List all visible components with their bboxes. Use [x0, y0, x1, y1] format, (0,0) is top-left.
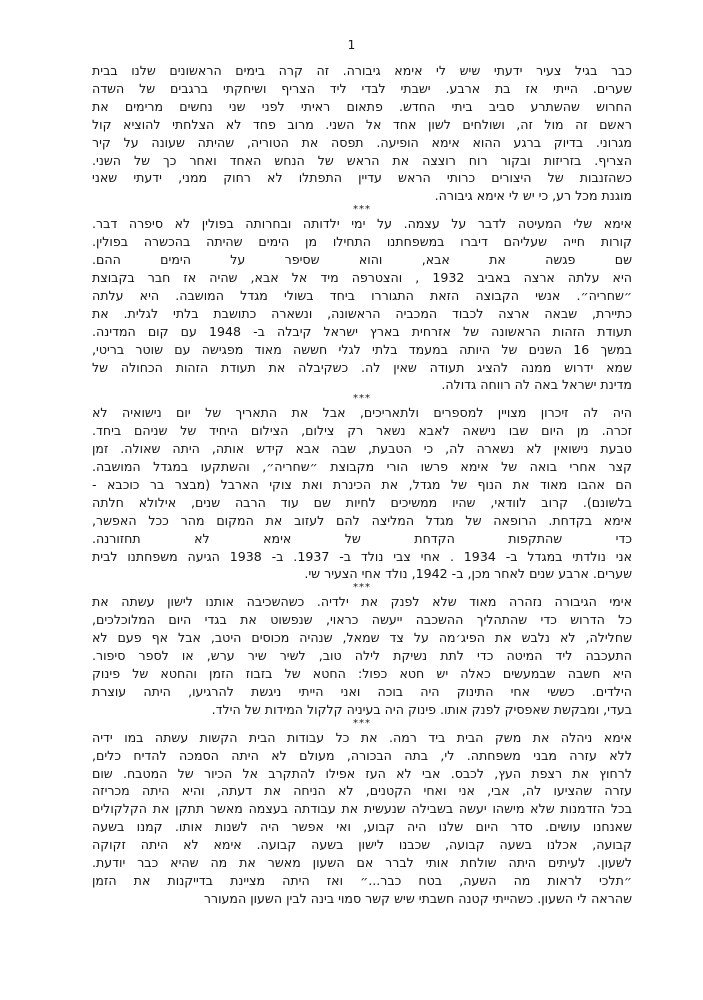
- text-line: שאנחנו עושים. סדר היום שלנו היה קבוע, ואי אפשר היה לשנות אותו. קמנו בשעה: [92, 819, 632, 835]
- text-line: מדינת ישראל באה לה רווחה גדולה.: [441, 377, 632, 393]
- section-separator: ***: [353, 393, 371, 405]
- text-line: כתיירת, שבאה ארצה לכבוד המכביה הראשונה, ונשארה כתושבת בלתי לגלית. את: [92, 305, 632, 321]
- section-separator: ***: [353, 717, 371, 729]
- text-line: שערים. ארבע שנים לאחר מכן, ב- 1942, נולד אחי הצעיר שי.: [304, 566, 632, 582]
- text-line: זכרה. מן היום שבו נישאה לאבא נשאר רק צילום, הצילום היחיד של שניהם ביחד.: [92, 423, 632, 439]
- text-line: קבועה, אכלנו בשעה קבועה, שכבנו לישון בשעה קבועה. אימא לא היתה זקוקה: [92, 837, 632, 853]
- paragraph: [92, 62, 632, 205]
- text-line: קורות חייה שעליהם דיברו במשפחתנו התחילו מן הימים שהיתה בהכשרה בפולין.: [92, 234, 632, 250]
- text-line: הצריף. בזריזות ובקור רוח רוצצה את הראש של הנחש האחד ואחר כך של השני.: [92, 152, 632, 168]
- text-line: הם אהבו מאוד את הנוף של מגדל, את הכינרת ואת צוקי הארבל (מבצר בר כוכבא -: [92, 476, 632, 492]
- paragraph: [92, 215, 632, 394]
- text-line: ״תלכי לראות מה השעה, בטח כבר...״ ואז היתה מציינת בדייקנות את הזמן: [92, 872, 632, 888]
- text-line: שהראה לי השעון. כשהייתי קטנה חשבתי שיש קשר סמוי בינה לבין השעון המעורר: [203, 890, 632, 906]
- page-number: 1: [347, 38, 356, 52]
- text-line: היא חשבה שבמעשים כאלה יש חטא כפול: החטא של בזבוז הזמן והחטא של פינוק: [92, 666, 632, 681]
- section-separator: ***: [353, 582, 371, 594]
- text-line: ״שחריה״. אנשי הקבוצה הזאת התגוררו ביחד בשולי מגדל המושבה. היא עלתה: [92, 287, 632, 303]
- text-line: שם פגשה את אבא, והוא שסיפר על הימים ההם.: [92, 252, 632, 268]
- text-line: מגרוני. בדיוק ברגע ההוא אימא הופיעה. תפסה את הטוריה, שהיתה שעונה על קיר: [92, 134, 632, 150]
- section-separator: ***: [353, 204, 371, 216]
- text-line: אימא ניהלה את משק הבית ביד רמה. את כל עבודות הבית הקשות עשתה במו ידיה: [92, 729, 632, 745]
- text-line: כשהזנבות של היצורים כרותי הראש עדיין התפתלו לא רחוק ממני, ידעתי שאני: [92, 170, 632, 186]
- text-line: שחלילה, לא נלבש את הפיג׳מה על צד שמאל, שנהיה מכוסים היטב, אבל אף פעם לא: [92, 630, 632, 646]
- text-line: כבר בגיל צעיר ידעתי שיש לי אימא גיבורה. זה קרה בימים הראשונים שלנו בבית: [92, 63, 632, 78]
- paragraph: [92, 593, 632, 718]
- text-line: כל הדרוש כדי שהתהליך ההשכבה ייעשה כראוי, שנפשוט את בגדי היום המלוכלכים,: [92, 612, 632, 628]
- text-line: לרחוץ את רצפת העץ, לכבס. אבי לא העז אפילו להתקרב אל הכיור של המטבח. שום: [92, 765, 632, 781]
- text-line: מוגנת מכל רע, כי יש לי אימא גיבורה.: [434, 188, 632, 204]
- text-line: עזרה שהציעו לה, אבי, אני ואחי הקטנים, לא הניחה את דעתה, והיא היתה מכריזה: [92, 783, 632, 799]
- text-line: שערים. הייתי אז בת ארבע. ישבתי לבדי ליד הצריף ושיחקתי ברגבים של השדה: [92, 80, 632, 96]
- text-line: תעודת הזהות הראשונה של אזרחית בארץ ישראל קיבלה ב- 1948 עם קום המדינה.: [92, 323, 632, 339]
- text-line: התעכבה ליד המיטה כדי לתת נשיקת לילה טוב, לשיר שיר ערש, או לספר סיפור.: [92, 648, 632, 664]
- text-line: בעדי, ומבקשת שאפסיק לפנק אותו. פינוק היה בעיניה קלקול המידות של הילד.: [211, 701, 632, 717]
- text-line: לשעון. לעיתים היתה שולחת אותי לברר אם השעון מאשר את מה שהיא כבר יודעת.: [92, 855, 632, 871]
- text-line: החרוש שהשתרע סביב ביתי החדש. פתאום ראיתי לפני שני נחשים מרימים את: [92, 98, 632, 114]
- text-line: קצר אחרי בואה של אימא פרשו הורי מקבוצת ״שחריה״, והשתקעו במגדל המושבה.: [92, 459, 632, 475]
- text-line: במשך 16 השנים של היותה במעמד בלתי לגלי חששה מאוד מפגישה עם שוטר בריטי,: [92, 341, 632, 357]
- text-line: ללא עזרה מבני משפחתה. לי, בתה הבכורה, מעולם לא היתה הסמכה להדיח כלים,: [92, 747, 632, 763]
- text-line: היה לה זיכרון מצויין למספרים ולתאריכים, אבל את התאריך של יום נישואיה לא: [92, 405, 632, 421]
- text-line: בכל הזדמנות שלא מישהו יעשה בשבילה שנעשית את עבודתה בעצמה מאשר תתקן את הקלקולים: [92, 801, 632, 817]
- text-line: כדי שהתקפות הקדחת של אימא לא תחזורנה.: [92, 530, 632, 546]
- text-line: טבעת נישואין לא נשארה לה, כי הטבעת, שבה אבא קידש אותה, היתה שאולה. זמן: [92, 441, 632, 457]
- text-line: אימא שלי המעיטה לדבר על עצמה. על ימי ילדותה ובחרותה בפולין לא סיפרה דבר.: [92, 216, 632, 232]
- text-line: בלשונם). קרוב לוודאי, שהיו ממשיכים לחיות שם עוד הרבה שנים, אילולא חלתה: [92, 494, 632, 510]
- text-line: שמא ידרוש ממנה להציג תעודה שאין לה. כשקיבלה את תעודת הזהות הכחולה של: [92, 359, 632, 375]
- text-line: היא עלתה ארצה באביב 1932 , והצטרפה מיד אל אבא, שהיה אז חבר בקבוצת: [92, 269, 632, 285]
- text-line: אימא בקדחת. הרופאה של מגדל המליצה להם לעזוב את המקום מהר ככל האפשר,: [92, 512, 632, 528]
- text-line: ראשם זה מול זה, ושולחים לשון אחד אל השני. מרוב פחד לא הצלחתי להוציא קול: [92, 116, 632, 132]
- text-line: אני נולדתי במגדל ב- 1934 . אחי צבי נולד ב- 1937. ב- 1938 הגיעה משפחתנו לבית: [92, 548, 632, 564]
- text-line: הילדים. כששי אחי התינוק היה בוכה ואני הייתי ניגשת להרגיעו, היתה עוצרת: [92, 683, 632, 699]
- paragraph: [92, 729, 632, 908]
- paragraph: [92, 404, 632, 583]
- text-line: אימי הגיבורה נזהרה מאוד שלא לפנק את ילדיה. כשהשכיבה אותנו לישון עשתה את: [92, 594, 632, 610]
- document-body: [92, 62, 632, 908]
